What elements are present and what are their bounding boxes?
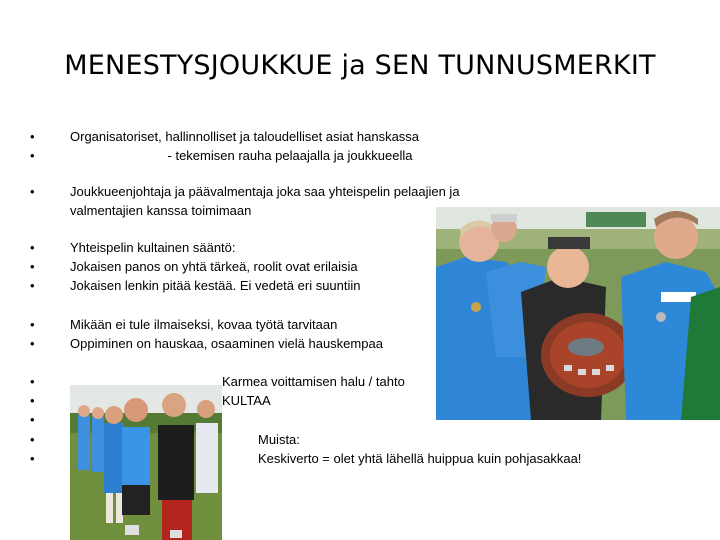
bullet-text: Yhteispelin kultainen sääntö:: [70, 240, 236, 255]
bullet-text: - tekemisen rauha pelaajalla ja joukkueella: [70, 148, 413, 163]
slide-title: MENESTYSJOUKKUE ja SEN TUNNUSMERKIT: [64, 50, 656, 81]
bullet: •: [30, 432, 35, 447]
team-celebration-photo: [436, 207, 720, 420]
bullet-text: Muista:: [258, 432, 300, 447]
bullet: •: [30, 184, 35, 199]
bullet: •: [30, 336, 35, 351]
bullet: •: [30, 317, 35, 332]
bullet: •: [30, 148, 35, 163]
bullet: •: [30, 451, 35, 466]
bullet-text: Oppiminen on hauskaa, osaaminen vielä hauskempaa: [70, 336, 383, 351]
bullet: •: [30, 129, 35, 144]
bullet-text: Mikään ei tule ilmaiseksi, kovaa työtä tarvitaan: [70, 317, 338, 332]
bullet: •: [30, 374, 35, 389]
bullet-text: KULTAA: [222, 393, 271, 408]
bullet: •: [30, 393, 35, 408]
bullet: •: [30, 259, 35, 274]
bullet-text: Keskiverto = olet yhtä lähellä huippua kuin pohjasakkaa!: [258, 451, 582, 466]
bullet-text: valmentajien kanssa toimimaan: [70, 203, 252, 218]
bullet-text: Jokaisen lenkin pitää kestää. Ei vedetä eri suuntiin: [70, 278, 361, 293]
bullet-text: Joukkueenjohtaja ja päävalmentaja joka saa yhteispelin pelaajien ja: [70, 184, 460, 199]
medal-ceremony-photo: [70, 385, 222, 540]
bullet: •: [30, 412, 35, 427]
bullet: •: [30, 278, 35, 293]
bullet-text: Organisatoriset, hallinnolliset ja taloudelliset asiat hanskassa: [70, 129, 420, 144]
bullet: •: [30, 240, 35, 255]
bullet-text: Karmea voittamisen halu / tahto: [222, 374, 405, 389]
bullet-text: Jokaisen panos on yhtä tärkeä, roolit ovat erilaisia: [70, 259, 358, 274]
